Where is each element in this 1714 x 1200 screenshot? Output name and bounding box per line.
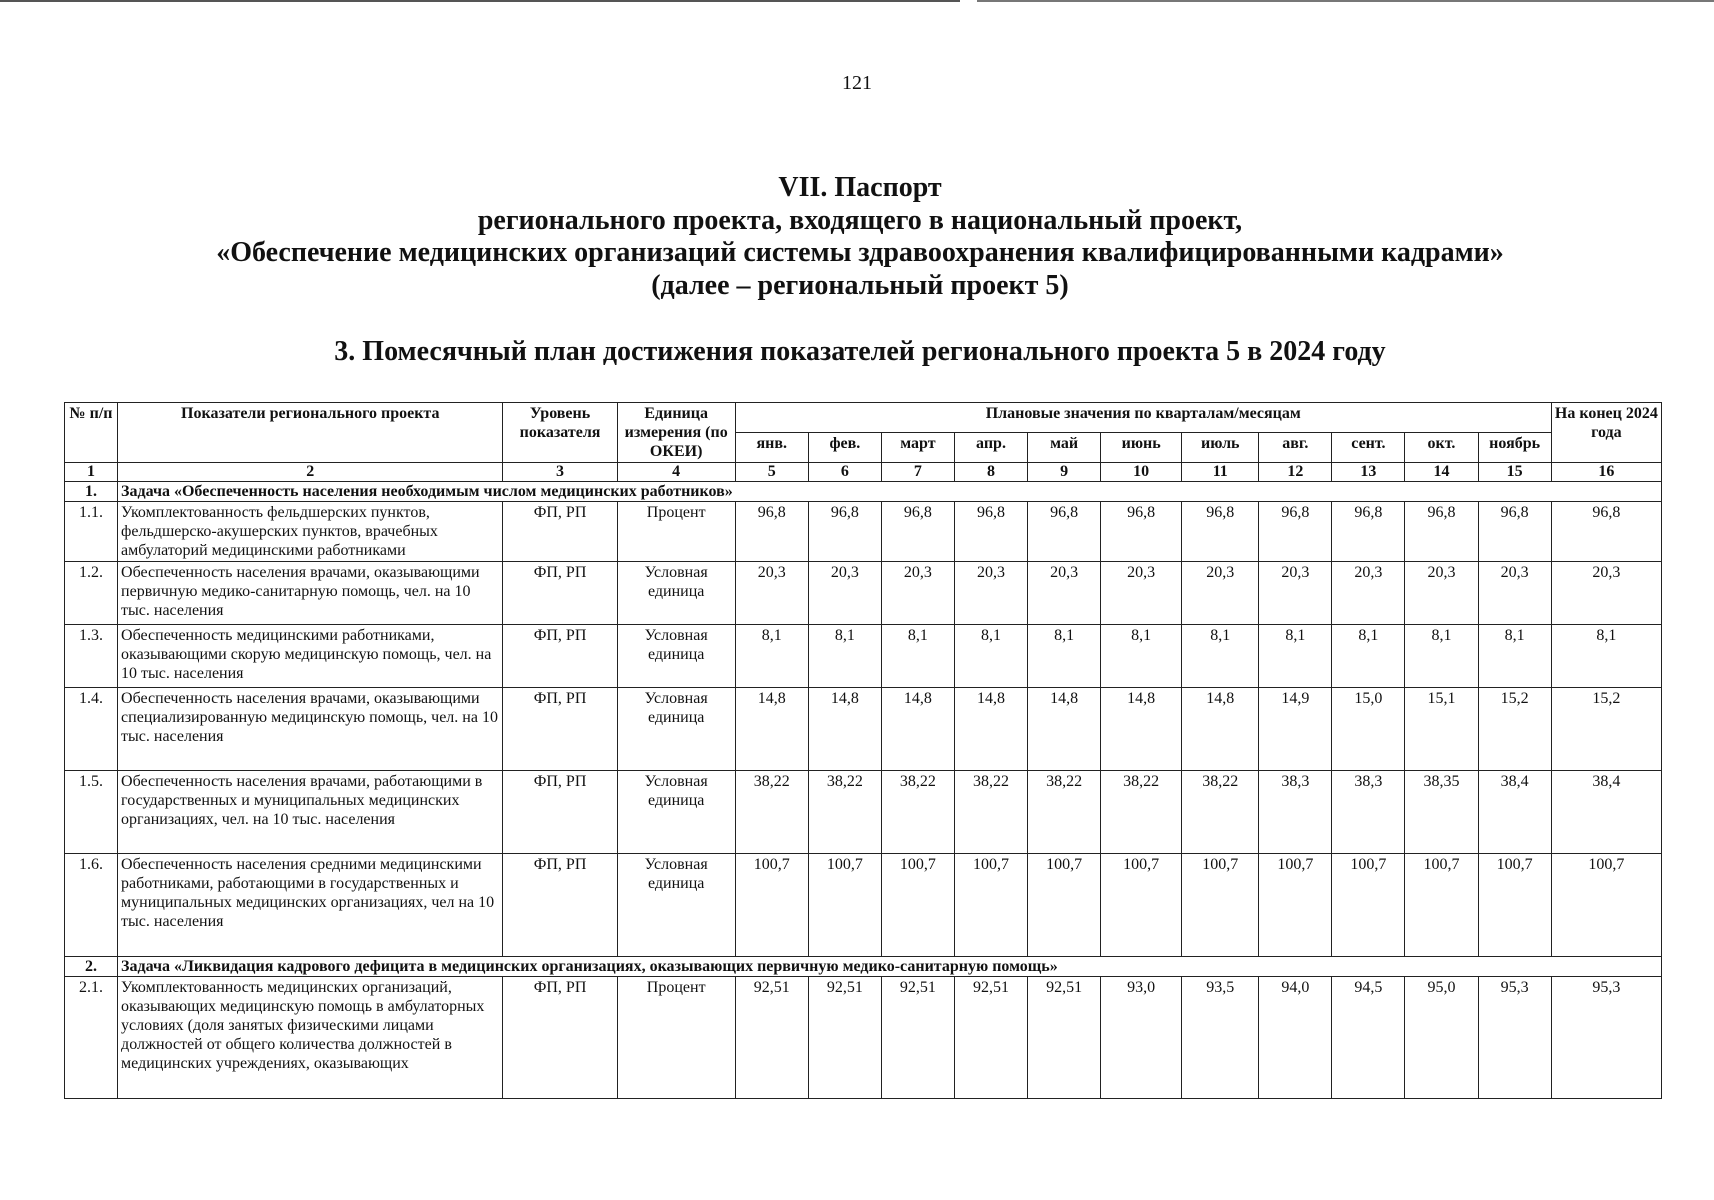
task-number: 2. (65, 957, 118, 977)
month-value: 20,3 (1332, 562, 1405, 625)
header-month: июль (1182, 433, 1259, 463)
task-title: Задача «Обеспеченность населения необходимым числом медицинских работников» (118, 482, 1662, 502)
end-of-year-value: 95,3 (1551, 977, 1661, 1099)
table-row (65, 625, 1662, 688)
month-value: 100,7 (1405, 854, 1478, 957)
month-value: 93,0 (1101, 977, 1182, 1099)
month-value: 94,5 (1332, 977, 1405, 1099)
task-title: Задача «Ликвидация кадрового дефицита в медицинских организациях, оказывающих первичную медико-санитарную помощь» (118, 957, 1662, 977)
month-value: 14,9 (1259, 688, 1332, 771)
indicator-name: Обеспеченность населения врачами, оказывающими первичную медико-санитарную помощь, чел. на 10 тыс. населения (118, 562, 503, 625)
header-month: янв. (735, 433, 808, 463)
title-line-2: регионального проекта, входящего в национальный проект, (477, 204, 1243, 236)
column-number: 1 (65, 463, 118, 482)
indicator-name: Обеспеченность населения врачами, оказывающими специализированную медицинскую помощь, чел. на 10 тыс. населения (118, 688, 503, 771)
header-indicator: Показатели регионального проекта (118, 403, 503, 463)
indicator-unit: Процент (617, 977, 735, 1099)
page-number: 121 (842, 72, 872, 94)
month-value: 8,1 (808, 625, 881, 688)
end-of-year-value: 15,2 (1551, 688, 1661, 771)
column-number: 4 (617, 463, 735, 482)
indicator-level: ФП, РП (503, 688, 617, 771)
month-value: 100,7 (1182, 854, 1259, 957)
end-of-year-value: 96,8 (1551, 502, 1661, 562)
month-value: 15,2 (1478, 688, 1551, 771)
header-month: март (881, 433, 954, 463)
row-number: 1.4. (65, 688, 118, 771)
table-row (65, 688, 1662, 771)
month-value: 100,7 (1259, 854, 1332, 957)
column-number: 2 (118, 463, 503, 482)
month-value: 14,8 (1101, 688, 1182, 771)
row-number: 1.2. (65, 562, 118, 625)
month-value: 8,1 (1478, 625, 1551, 688)
month-value: 20,3 (1182, 562, 1259, 625)
task-number: 1. (65, 482, 118, 502)
header-month: авг. (1259, 433, 1332, 463)
month-value: 96,8 (1478, 502, 1551, 562)
month-value: 20,3 (735, 562, 808, 625)
header-month: ноябрь (1478, 433, 1551, 463)
month-value: 8,1 (1101, 625, 1182, 688)
column-number: 14 (1405, 463, 1478, 482)
end-of-year-value: 20,3 (1551, 562, 1661, 625)
month-value: 38,22 (735, 771, 808, 854)
month-value: 15,0 (1332, 688, 1405, 771)
month-value: 20,3 (1405, 562, 1478, 625)
monthly-plan-table (64, 402, 1662, 1099)
header-level: Уровень показателя (503, 403, 617, 463)
month-value: 8,1 (1259, 625, 1332, 688)
header-month: окт. (1405, 433, 1478, 463)
indicator-level: ФП, РП (503, 771, 617, 854)
table-row (65, 771, 1662, 854)
indicator-unit: Условная единица (617, 854, 735, 957)
month-value: 96,8 (1182, 502, 1259, 562)
month-value: 92,51 (735, 977, 808, 1099)
row-number: 1.5. (65, 771, 118, 854)
column-number: 7 (881, 463, 954, 482)
month-value: 20,3 (1259, 562, 1332, 625)
column-number: 9 (1028, 463, 1101, 482)
end-of-year-value: 8,1 (1551, 625, 1661, 688)
month-value: 92,51 (881, 977, 954, 1099)
month-value: 95,0 (1405, 977, 1478, 1099)
row-number: 1.6. (65, 854, 118, 957)
table-row (65, 502, 1662, 562)
end-of-year-value: 100,7 (1551, 854, 1661, 957)
month-value: 95,3 (1478, 977, 1551, 1099)
indicator-unit: Условная единица (617, 562, 735, 625)
month-value: 20,3 (881, 562, 954, 625)
column-number: 16 (1551, 463, 1661, 482)
month-value: 38,35 (1405, 771, 1478, 854)
month-value: 15,1 (1405, 688, 1478, 771)
header-month: май (1028, 433, 1101, 463)
month-value: 38,22 (1182, 771, 1259, 854)
indicator-unit: Условная единица (617, 688, 735, 771)
column-number: 5 (735, 463, 808, 482)
header-num: № п/п (65, 403, 118, 463)
indicator-name: Обеспеченность населения врачами, работающими в государственных и муниципальных медицинских организациях, чел. на 10 тыс. населения (118, 771, 503, 854)
month-value: 96,8 (1332, 502, 1405, 562)
month-value: 100,7 (735, 854, 808, 957)
header-planned: Плановые значения по кварталам/месяцам (735, 403, 1551, 433)
column-number: 12 (1259, 463, 1332, 482)
scan-top-edge (0, 0, 1714, 2)
month-value: 93,5 (1182, 977, 1259, 1099)
title-line-3: «Обеспечение медицинских организаций системы здравоохранения квалифицированными кадрами» (216, 237, 1504, 268)
table-row (65, 562, 1662, 625)
header-month: июнь (1101, 433, 1182, 463)
month-value: 20,3 (1478, 562, 1551, 625)
header-end-of-year: На конец 2024 года (1551, 403, 1661, 463)
indicator-level: ФП, РП (503, 854, 617, 957)
month-value: 14,8 (808, 688, 881, 771)
indicator-name: Укомплектованность фельдшерских пунктов, фельдшерско-акушерских пунктов, врачебных амбулаторий медицинскими работниками (118, 502, 503, 562)
indicator-name: Обеспеченность населения средними медицинскими работниками, работающими в государственных и муниципальных медицинских организациях, чел на 10 тыс. населения (118, 854, 503, 957)
month-value: 92,51 (808, 977, 881, 1099)
month-value: 96,8 (1405, 502, 1478, 562)
document-title (60, 172, 1660, 302)
month-value: 92,51 (954, 977, 1027, 1099)
month-value: 14,8 (954, 688, 1027, 771)
month-value: 8,1 (881, 625, 954, 688)
month-value: 14,8 (735, 688, 808, 771)
column-number: 10 (1101, 463, 1182, 482)
column-number: 6 (808, 463, 881, 482)
header-month: сент. (1332, 433, 1405, 463)
task-row (65, 482, 1662, 502)
month-value: 96,8 (1028, 502, 1101, 562)
month-value: 100,7 (808, 854, 881, 957)
month-value: 100,7 (1101, 854, 1182, 957)
month-value: 14,8 (1028, 688, 1101, 771)
month-value: 14,8 (1182, 688, 1259, 771)
header-month: апр. (954, 433, 1027, 463)
indicator-unit: Условная единица (617, 625, 735, 688)
month-value: 8,1 (1332, 625, 1405, 688)
month-value: 20,3 (954, 562, 1027, 625)
month-value: 38,4 (1478, 771, 1551, 854)
month-value: 38,3 (1332, 771, 1405, 854)
month-value: 100,7 (954, 854, 1027, 957)
month-value: 38,22 (881, 771, 954, 854)
month-value: 100,7 (1478, 854, 1551, 957)
table-row (65, 977, 1662, 1099)
month-value: 96,8 (1259, 502, 1332, 562)
indicator-level: ФП, РП (503, 502, 617, 562)
month-value: 96,8 (808, 502, 881, 562)
month-value: 100,7 (1028, 854, 1101, 957)
title-line-1: VII. Паспорт (778, 172, 942, 203)
row-number: 1.3. (65, 625, 118, 688)
month-value: 96,8 (1101, 502, 1182, 562)
task-row (65, 957, 1662, 977)
indicator-level: ФП, РП (503, 562, 617, 625)
section-subtitle: 3. Помесячный план достижения показателей регионального проекта 5 в 2024 году (334, 336, 1386, 367)
month-value: 20,3 (1028, 562, 1101, 625)
month-value: 100,7 (881, 854, 954, 957)
month-value: 8,1 (735, 625, 808, 688)
indicator-name: Обеспеченность медицинскими работниками, оказывающими скорую медицинскую помощь, чел. на 10 тыс. населения (118, 625, 503, 688)
column-number: 3 (503, 463, 617, 482)
column-number: 15 (1478, 463, 1551, 482)
month-value: 38,3 (1259, 771, 1332, 854)
month-value: 96,8 (954, 502, 1027, 562)
column-number-row (65, 463, 1662, 482)
column-number: 11 (1182, 463, 1259, 482)
indicator-level: ФП, РП (503, 625, 617, 688)
month-value: 38,22 (808, 771, 881, 854)
month-value: 8,1 (1182, 625, 1259, 688)
indicator-unit: Условная единица (617, 771, 735, 854)
end-of-year-value: 38,4 (1551, 771, 1661, 854)
column-number: 8 (954, 463, 1027, 482)
indicator-name: Укомплектованность медицинских организаций, оказывающих медицинскую помощь в амбулаторных условиях (доля занятых физическими лицами должностей от общего количества должностей в медицинских учреждениях, оказывающих (118, 977, 503, 1099)
column-number: 13 (1332, 463, 1405, 482)
month-value: 38,22 (1101, 771, 1182, 854)
month-value: 96,8 (735, 502, 808, 562)
header-month: фев. (808, 433, 881, 463)
indicator-unit: Процент (617, 502, 735, 562)
table-row (65, 854, 1662, 957)
month-value: 96,8 (881, 502, 954, 562)
month-value: 8,1 (954, 625, 1027, 688)
header-row-1 (65, 403, 1662, 433)
row-number: 1.1. (65, 502, 118, 562)
month-value: 92,51 (1028, 977, 1101, 1099)
title-line-4: (далее – региональный проект 5) (651, 269, 1069, 301)
indicator-level: ФП, РП (503, 977, 617, 1099)
month-value: 20,3 (1101, 562, 1182, 625)
month-value: 100,7 (1332, 854, 1405, 957)
month-value: 14,8 (881, 688, 954, 771)
month-value: 8,1 (1028, 625, 1101, 688)
month-value: 8,1 (1405, 625, 1478, 688)
row-number: 2.1. (65, 977, 118, 1099)
header-unit: Единица измерения (по ОКЕИ) (617, 403, 735, 463)
month-value: 94,0 (1259, 977, 1332, 1099)
month-value: 38,22 (954, 771, 1027, 854)
month-value: 20,3 (808, 562, 881, 625)
month-value: 38,22 (1028, 771, 1101, 854)
